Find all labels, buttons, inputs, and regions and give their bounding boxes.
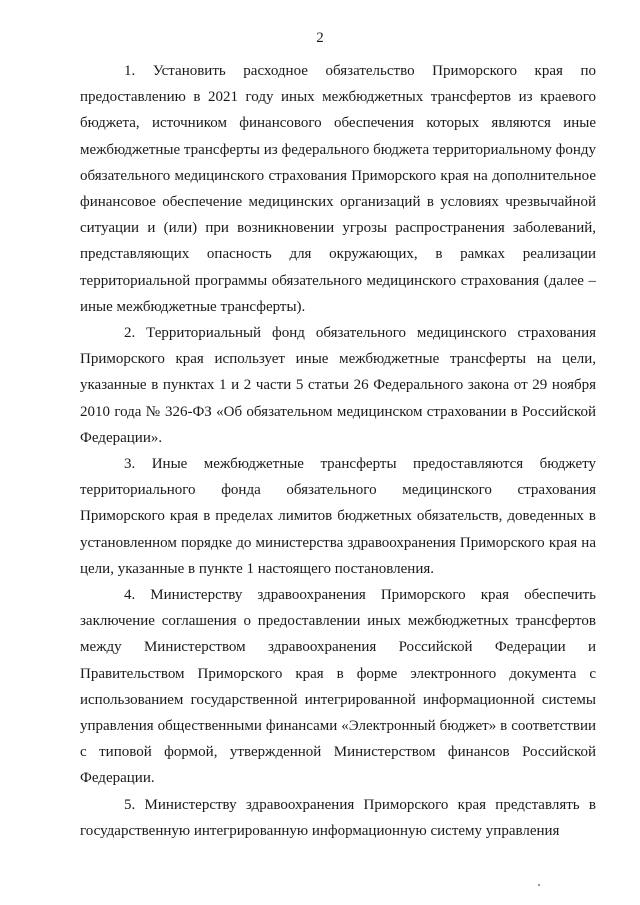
paragraph-1: 1. Установить расходное обязательство Приморского края по предоставлению в 2021 году иных межбюджетных трансфертов из краевого бюджета, источником финансового обеспечения которых являются иные межбюджетные трансферты из федерального бюджета территориальному фонду обязательного медицинского страхования Приморского края на дополнительное финансовое обеспечение медицинских организаций в условиях чрезвычайной ситуации и (или) при возникновении угрозы распространения заболеваний, представляющих опасность для окружающих, в рамках реализации территориальной программы обязательного медицинского страхования (далее – иные межбюджетные трансферты).: [80, 63, 596, 315]
paragraph-5: 5. Министерству здравоохранения Приморского края представлять в государственную интегрированную информационную систему управления: [80, 796, 596, 839]
paragraph-2: 2. Территориальный фонд обязательного медицинского страхования Приморского края использует иные межбюджетные трансферты на цели, указанные в пунктах 1 и 2 части 5 статьи 26 Федерального закона от 29 ноября 2010 года № 326-ФЗ «Об обязательном медицинском страховании в Российской Федерации».: [80, 325, 596, 446]
page-number: 2: [316, 30, 324, 46]
scan-speck: [538, 884, 540, 886]
paragraph-3: 3. Иные межбюджетные трансферты предоставляются бюджету территориального фонда обязательного медицинского страхования Приморского края в пределах лимитов бюджетных обязательств, доведенных в установленном порядке до министерства здравоохранения Приморского края на цели, указанные в пункте 1 настоящего постановления.: [80, 456, 596, 577]
document-body: [80, 58, 596, 844]
paragraph-4: 4. Министерству здравоохранения Приморского края обеспечить заключение соглашения о предоставлении иных межбюджетных трансфертов между Министерством здравоохранения Российской Федерации и Правительством Приморского края в форме электронного документа с использованием государственной интегрированной информационной системы управления общественными финансами «Электронный бюджет» в соответствии с типовой формой, утвержденной Министерством финансов Российской Федерации.: [80, 587, 596, 787]
